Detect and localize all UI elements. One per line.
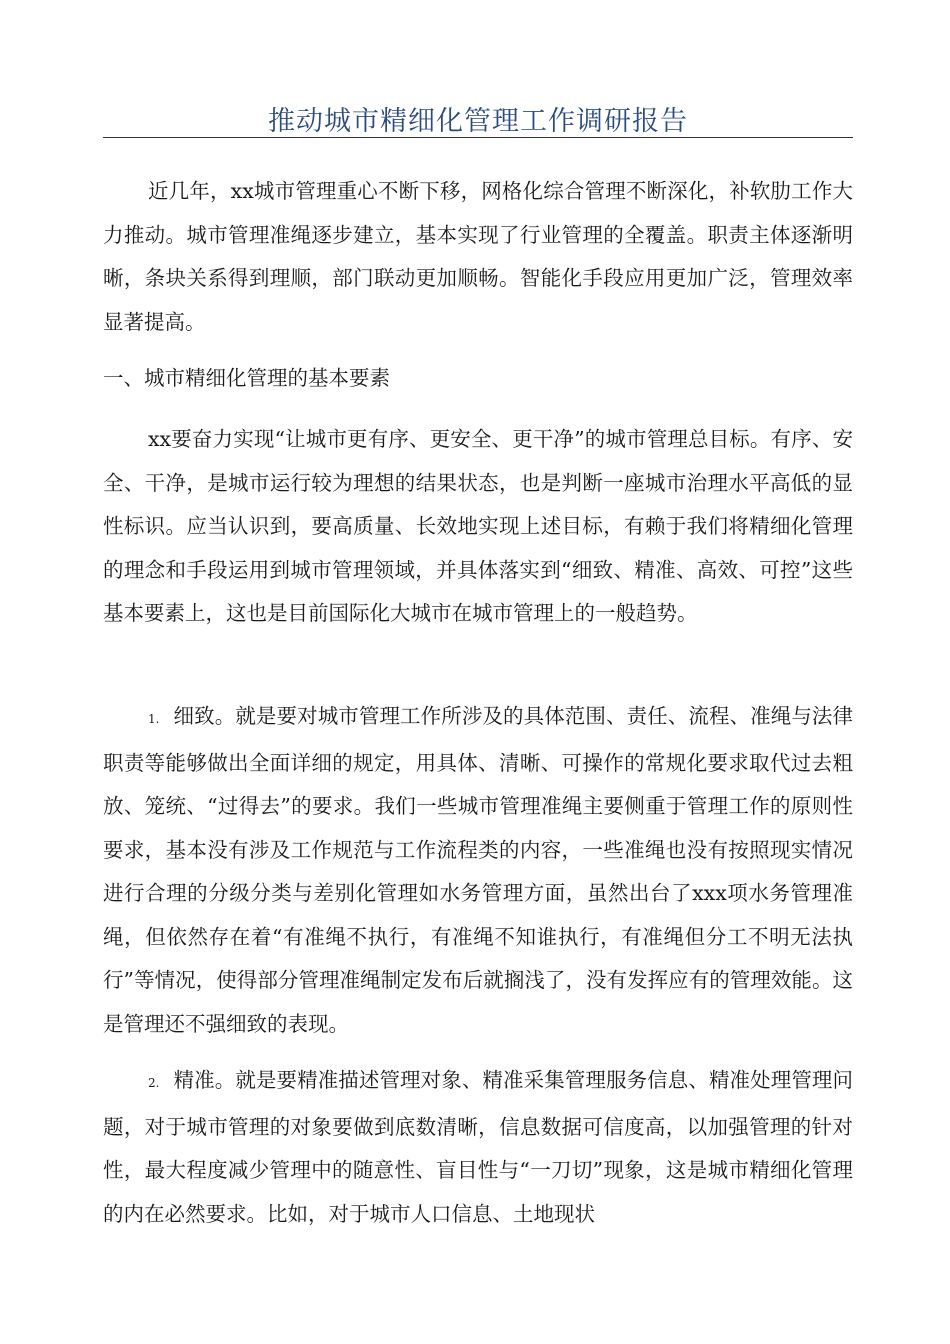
list-item-2-text: 精准。就是要精准描述管理对象、精准采集管理服务信息、精准处理管理问题，对于城市管理的对象要做到底数清晰，信息数据可信度高，以加强管理的针对性，最大程度减少管理中的随意性、盲目性与“一刀切”现象，这是城市精细化管理的内在必然要求。比如，对于城市人口信息、土地现状 [103, 1068, 853, 1226]
document-title: 推动城市精细化管理工作调研报告 [268, 106, 688, 137]
section-heading-1: 一、城市精细化管理的基本要素 [103, 366, 390, 390]
list-item-2-number: 2. [148, 1076, 160, 1090]
list-item-1-text: 细致。就是要对城市管理工作所涉及的具体范围、责任、流程、准绳与法律职责等能够做出全面详细的规定，用具体、清晰、可操作的常规化要求取代过去粗放、笼统、“过得去”的要求。我们一些城市管理准绳主要侧重于管理工作的原则性要求，基本没有涉及工作规范与工作流程类的内容，一些准绳也没有按照现实情况进行合理的分级分类与差别化管理如水务管理方面，虽然出台了xxx项水务管理准绳，但依然存在着“有准绳不执行，有准绳不知谁执行，有准绳但分工不明无法执行”等情况，使得部分管理准绳制定发布后就搁浅了，没有发挥应有的管理效能。这是管理还不强细致的表现。 [103, 704, 853, 1036]
section-1-paragraph: xx要奋力实现“让城市更有序、更安全、更干净”的城市管理总目标。有序、安全、干净，是城市运行较为理想的结果状态，也是判断一座城市治理水平高低的显性标识。应当认识到，要高质量、长效地实现上述目标，有赖于我们将精细化管理的理念和手段运用到城市管理领域，并具体落实到“细致、精准、高效、可控”这些基本要素上，这也是目前国际化大城市在城市管理上的一般趋势。 [103, 427, 853, 625]
list-item-1-number: 1. [148, 712, 160, 726]
title-underline [103, 137, 853, 138]
list-item-1 [103, 695, 853, 1046]
intro-paragraph: 近几年，xx城市管理重心不断下移，网格化综合管理不断深化，补软肋工作大力推动。城市管理准绳逐步建立，基本实现了行业管理的全覆盖。职责主体逐渐明晰，条块关系得到理顺，部门联动更加顺畅。智能化手段应用更加广泛，管理效率显著提高。 [103, 179, 853, 334]
list-item-2 [103, 1059, 853, 1236]
